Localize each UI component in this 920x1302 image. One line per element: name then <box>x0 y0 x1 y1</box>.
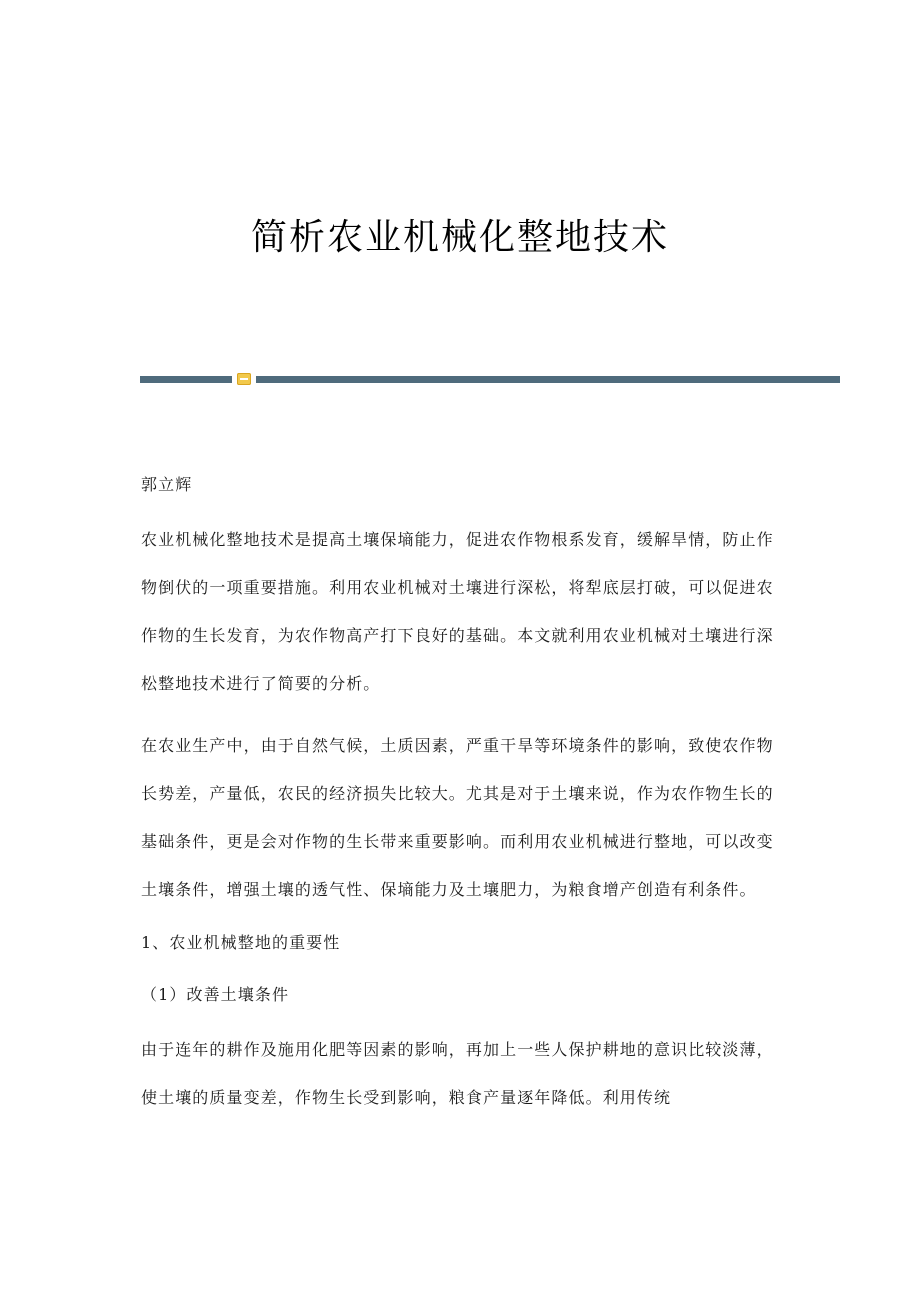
divider-bar-left <box>140 376 232 383</box>
section-paragraph: 由于连年的耕作及施用化肥等因素的影响，再加上一些人保护耕地的意识比较淡薄，使土壤的质量变差，作物生长受到影响，粮食产量逐年降低。利用传统 <box>141 1040 774 1107</box>
divider-ornament-icon <box>237 373 251 385</box>
divider-bar-right <box>256 376 840 383</box>
author-name: 郭立辉 <box>141 475 193 494</box>
subsection-heading: （1）改善土壤条件 <box>141 985 290 1004</box>
intro-paragraph: 在农业生产中，由于自然气候，土质因素，严重干旱等环境条件的影响，致使农作物长势差，产量低，农民的经济损失比较大。尤其是对于土壤来说，作为农作物生长的基础条件，更是会对作物的生长带来重要影响。而利用农业机械进行整地，可以改变土壤条件，增强土壤的透气性、保墒能力及土壤肥力，为粮食增产创造有利条件。 <box>141 736 774 899</box>
page-title: 简析农业机械化整地技术 <box>250 217 669 258</box>
abstract-paragraph: 农业机械化整地技术是提高土壤保墒能力，促进农作物根系发育，缓解旱情，防止作物倒伏的一项重要措施。利用农业机械对土壤进行深松，将犁底层打破，可以促进农作物的生长发育，为农作物高产打下良好的基础。本文就利用农业机械对土壤进行深松整地技术进行了简要的分析。 <box>141 530 774 693</box>
title-divider <box>140 373 840 385</box>
section-heading: 1、农业机械整地的重要性 <box>141 933 341 952</box>
article-body <box>141 468 781 1122</box>
